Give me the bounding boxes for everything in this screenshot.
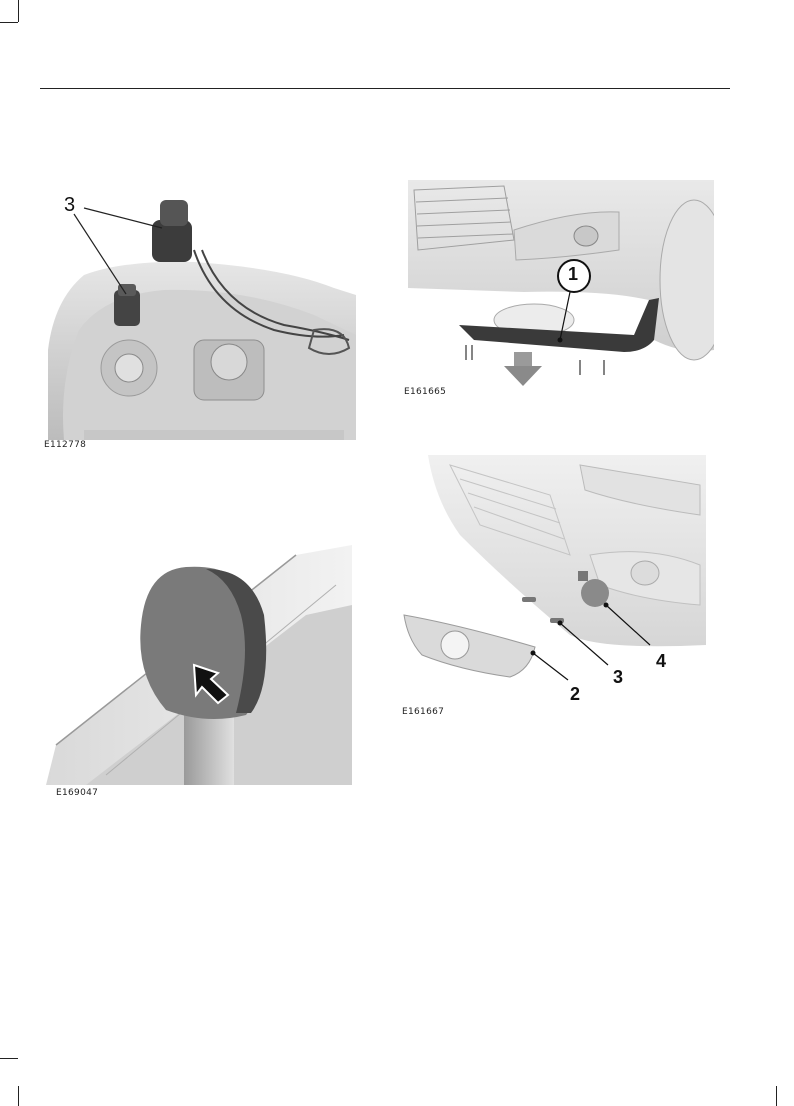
header-rule <box>40 88 730 89</box>
crop-mark-top-left-horizontal <box>0 22 18 23</box>
callout-3-foglamp: 3 <box>613 667 624 687</box>
figure-headlamp <box>44 190 356 450</box>
callout-3-headlamp: 3 <box>64 194 76 216</box>
mirror-illustration <box>46 545 352 785</box>
crop-mark-bottom-left-vertical <box>18 1086 19 1106</box>
crop-mark-bottom-right-vertical <box>776 1086 777 1106</box>
figure-bumper <box>404 180 714 397</box>
figure-code-bumper: E161665 <box>404 387 447 397</box>
crop-mark-bottom-left-horizontal <box>0 1058 18 1059</box>
callout-4-foglamp: 4 <box>656 651 667 671</box>
figure-foglamp <box>400 455 706 717</box>
callout-2-foglamp: 2 <box>570 684 581 704</box>
callout-1-bumper: 1 <box>568 264 579 284</box>
bumper-illustration <box>404 180 714 388</box>
figure-code-mirror: E169047 <box>56 788 99 798</box>
figure-code-foglamp: E161667 <box>402 707 445 717</box>
headlamp-illustration <box>44 190 356 440</box>
figure-mirror <box>46 545 352 798</box>
figure-code-headlamp: E112778 <box>44 440 87 450</box>
crop-mark-top-left-vertical <box>18 0 19 22</box>
